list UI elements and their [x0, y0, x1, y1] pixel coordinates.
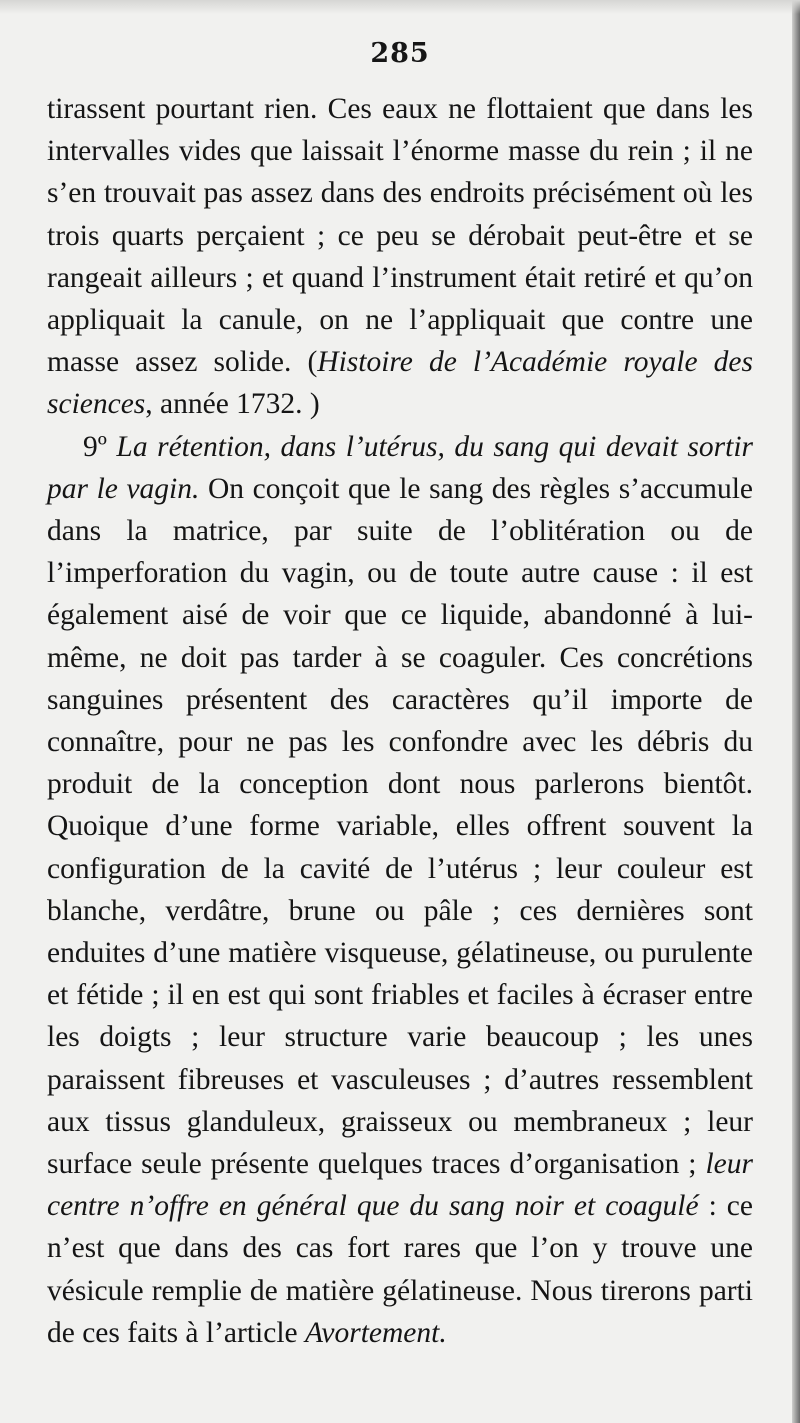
paragraph-9 [47, 426, 753, 1354]
italic-citation: Histoire de l’Académie royale des sciences [47, 346, 754, 421]
text-run: : ce n’est que dans des cas fort rares que l’on y trouve une vésicule remplie de matière gélatineuse. Nous tirerons parti de ces faits à l’article [47, 1190, 753, 1349]
text-run: , année 1732. ) [145, 388, 320, 421]
item-number: 9º [83, 430, 117, 463]
italic-reference: Avortement. [304, 1316, 447, 1349]
page-number: 285 [370, 38, 430, 69]
italic-emphasis: leur centre n’offre en général que du sang noir et coagulé [47, 1148, 753, 1223]
page-body-text [47, 88, 753, 1354]
text-run: tirassent pourtant rien. Ces eaux ne flottaient que dans les intervalles vides que laissait l’énorme masse du rein ; il ne s’en trouvait pas assez dans des endroits précisément où les trois quarts perçaient ; ce peu se dérobait peut-être et se rangeait ailleurs ; et quand l’instrument était retiré et qu’on appliquait la canule, on ne l’appliquait que contre une masse assez solide. ( [47, 93, 753, 379]
italic-heading: La rétention, dans l’utérus, du sang qui devait sortir par le vagin. [47, 430, 754, 505]
paragraph-continued [47, 88, 753, 426]
text-run: On conçoit que le sang des règles s’accumule dans la matrice, par suite de l’oblitération ou de l’imperforation du vagin, ou de toute autre cause : il est également aisé de voir que ce liquide, abandonné à lui-même, ne doit pas tarder à se coaguler. Ces concrétions sanguines présentent des caractères qu’il importe de connaître, pour ne pas les confondre avec les débris du produit de la conception dont nous parlerons bientôt. Quoique d’une forme variable, elles offrent souvent la configuration de la cavité de l’utérus ; leur couleur est blanche, verdâtre, brune ou pâle ; ces dernières sont enduites d’une matière visqueuse, gélatineuse, ou purulente et fétide ; il en est qui sont friables et faciles à écraser entre les doigts ; leur structure varie beaucoup ; les unes paraissent fibreuses et vasculeuses ; d’autres ressemblent aux tissus glanduleux, graisseux ou membraneux ; leur surface seule présente quelques traces d’organisation ; [47, 472, 754, 1181]
